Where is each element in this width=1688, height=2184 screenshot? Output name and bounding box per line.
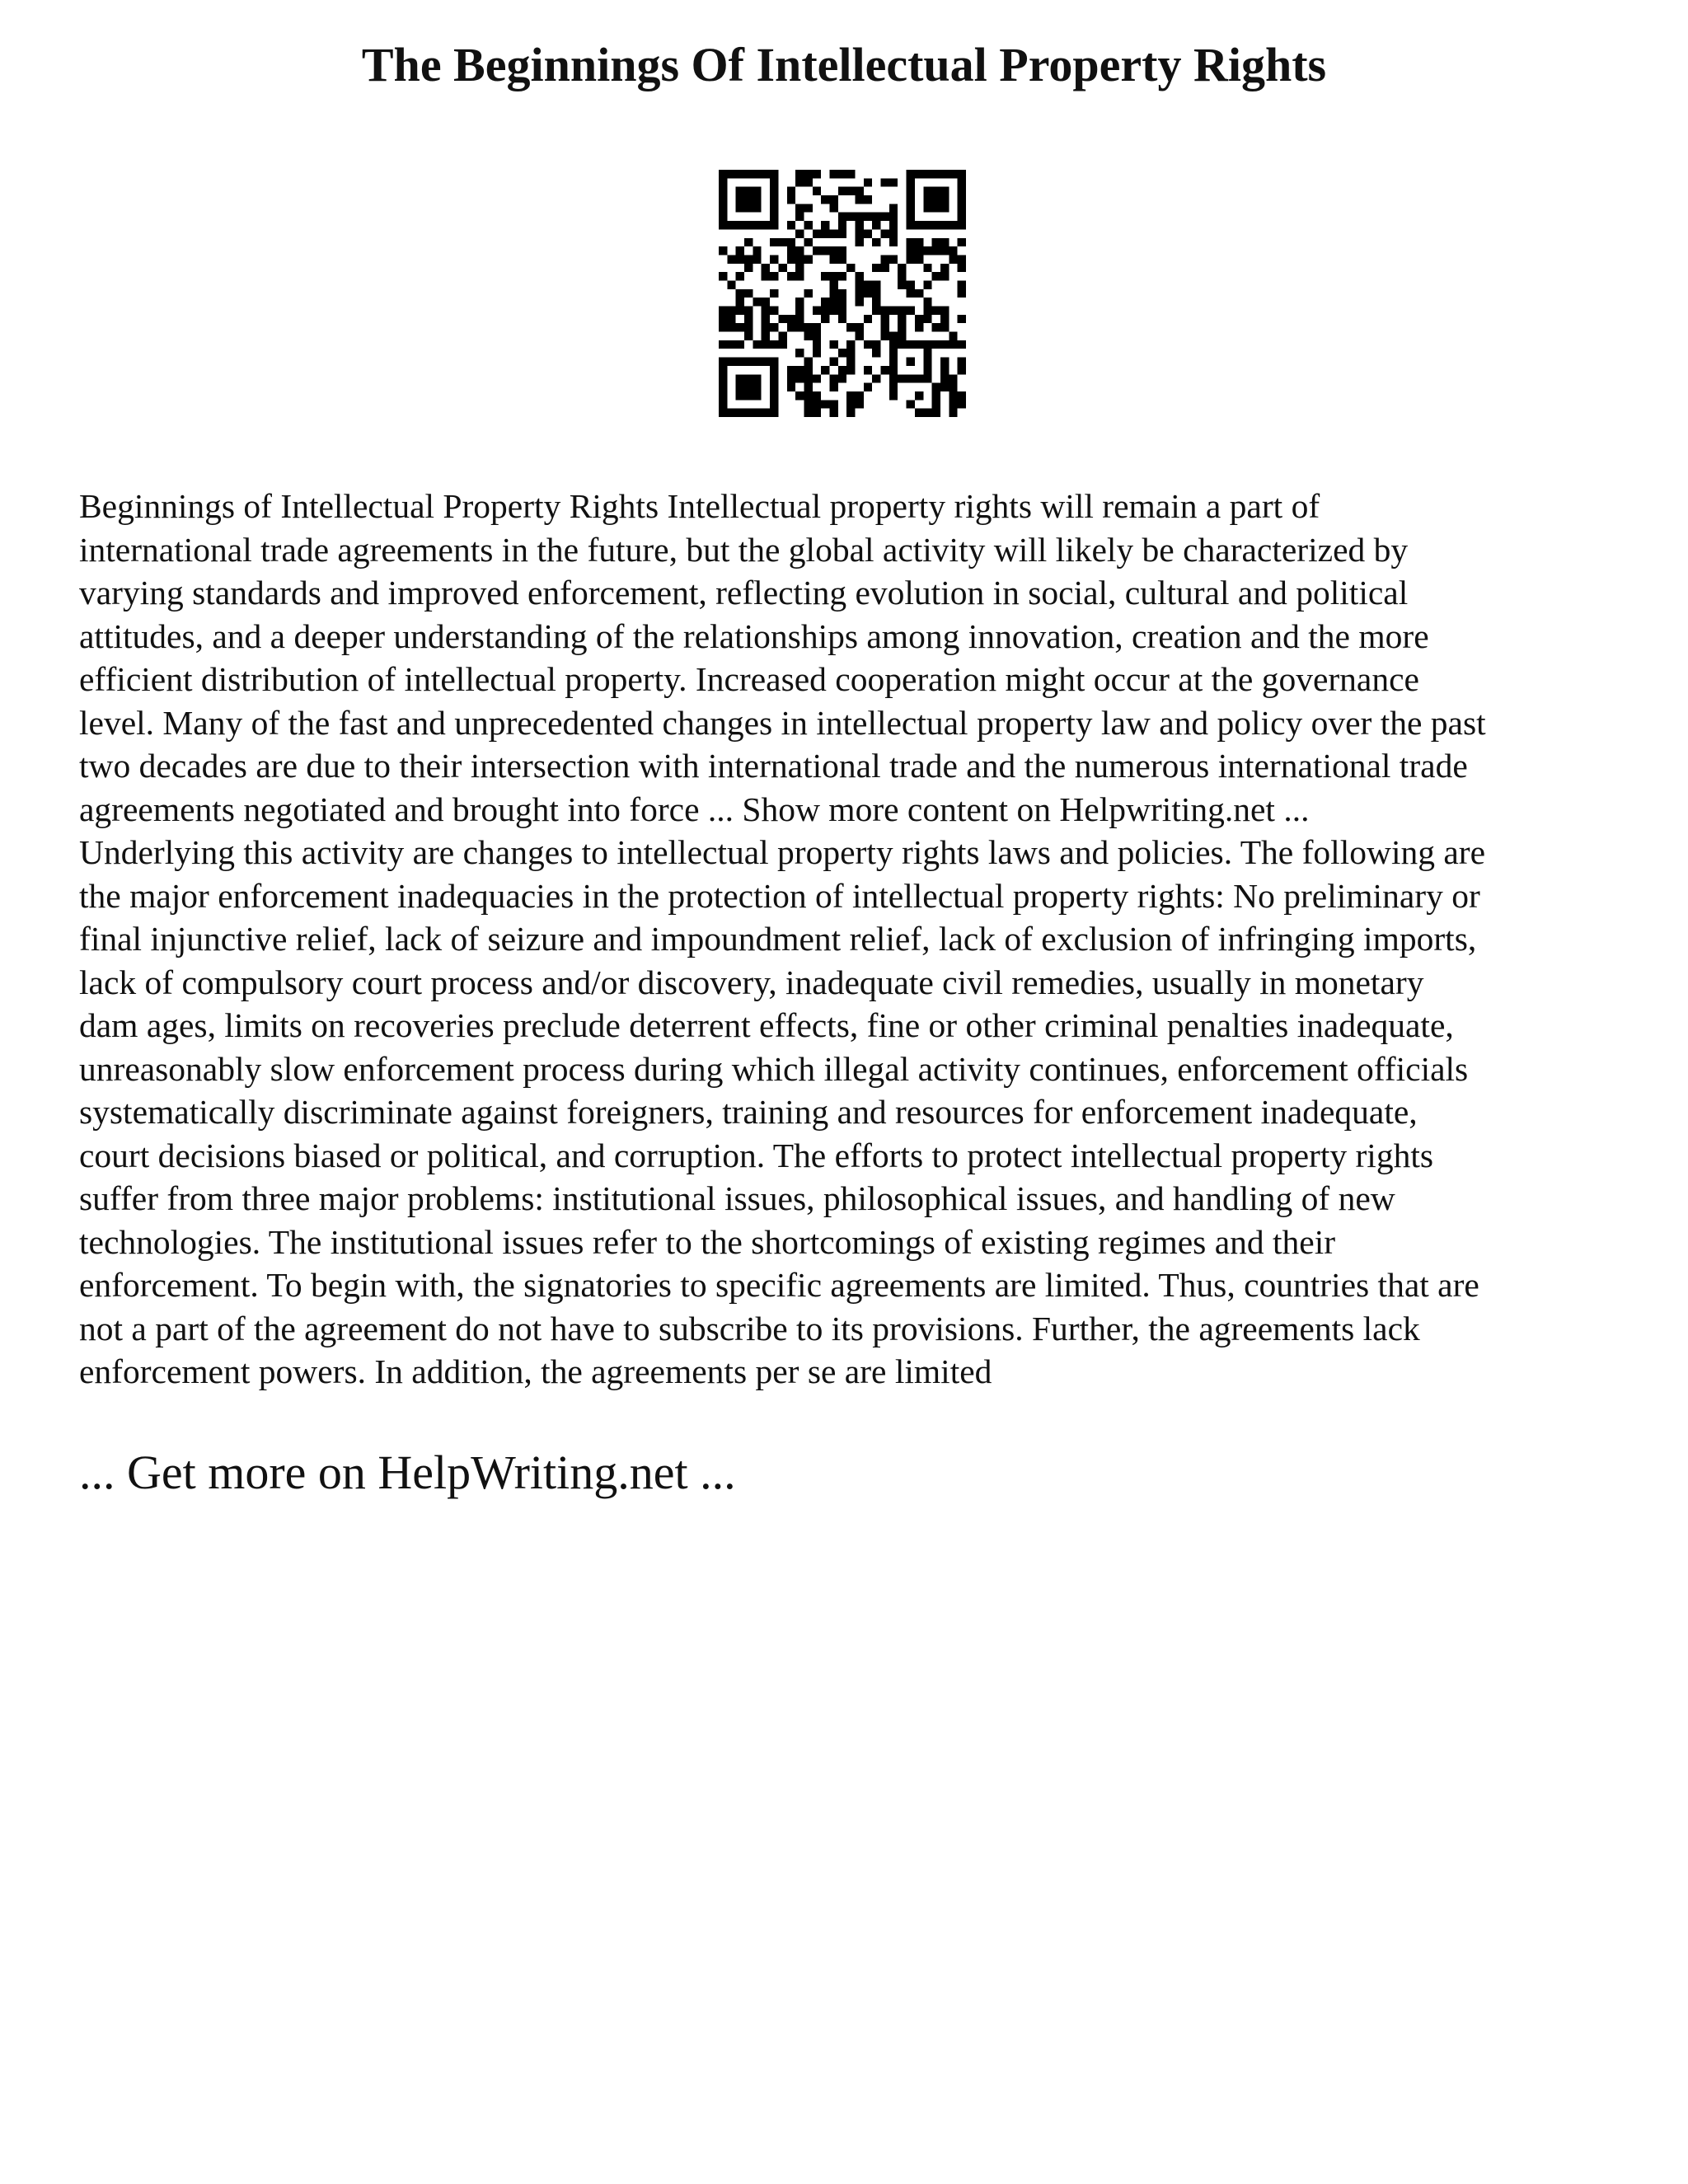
body-line: two decades are due to their intersection with international trade and the numerous international trade [79,747,1468,785]
body-line: level. Many of the fast and unprecedented changes in intellectual property law and policy over the past [79,703,1486,742]
body-line: Underlying this activity are changes to intellectual property rights laws and policies. The following are [79,833,1486,871]
qr-code-graphic [719,170,966,417]
body-line: Beginnings of Intellectual Property Rights Intellectual property rights will remain a part of [79,487,1320,525]
body-line: court decisions biased or political, and corruption. The efforts to protect intellectual property rights [79,1136,1434,1174]
body-line: enforcement powers. In addition, the agreements per se are limited [79,1352,992,1390]
article-body [79,485,1629,1394]
body-line: efficient distribution of intellectual property. Increased cooperation might occur at the governance [79,660,1419,698]
page-title: The Beginnings Of Intellectual Property Rights [361,38,1327,91]
body-line: lack of compulsory court process and/or discovery, inadequate civil remedies, usually in monetary [79,963,1424,1001]
body-line: not a part of the agreement do not have to subscribe to its provisions. Further, the agreements lack [79,1309,1420,1347]
body-line: the major enforcement inadequacies in the protection of intellectual property rights: No preliminary or [79,876,1480,915]
body-line: suffer from three major problems: institutional issues, philosophical issues, and handling of new [79,1179,1395,1217]
body-line: international trade agreements in the future, but the global activity will likely be characterized by [79,530,1409,569]
body-line: systematically discriminate against foreigners, training and resources for enforcement inadequate, [79,1093,1418,1131]
body-line: varying standards and improved enforcement, reflecting evolution in social, cultural and political [79,574,1409,612]
body-line: attitudes, and a deeper understanding of the relationships among innovation, creation and the more [79,616,1429,655]
get-more-link[interactable]: ... Get more on HelpWriting.net ... [79,1446,736,1499]
body-line: final injunctive relief, lack of seizure and impoundment relief, lack of exclusion of infringing imports, [79,920,1477,958]
body-line: unreasonably slow enforcement process during which illegal activity continues, enforcement officials [79,1049,1469,1088]
body-line: enforcement. To begin with, the signatories to specific agreements are limited. Thus, countries that are [79,1266,1479,1304]
body-line: dam ages, limits on recoveries preclude deterrent effects, fine or other criminal penalties inadequate, [79,1006,1454,1044]
body-line: technologies. The institutional issues refer to the shortcomings of existing regimes and their [79,1222,1336,1261]
qr-code-icon[interactable] [719,170,966,417]
body-line: agreements negotiated and brought into force ... Show more content on Helpwriting.net ... [79,790,1310,828]
